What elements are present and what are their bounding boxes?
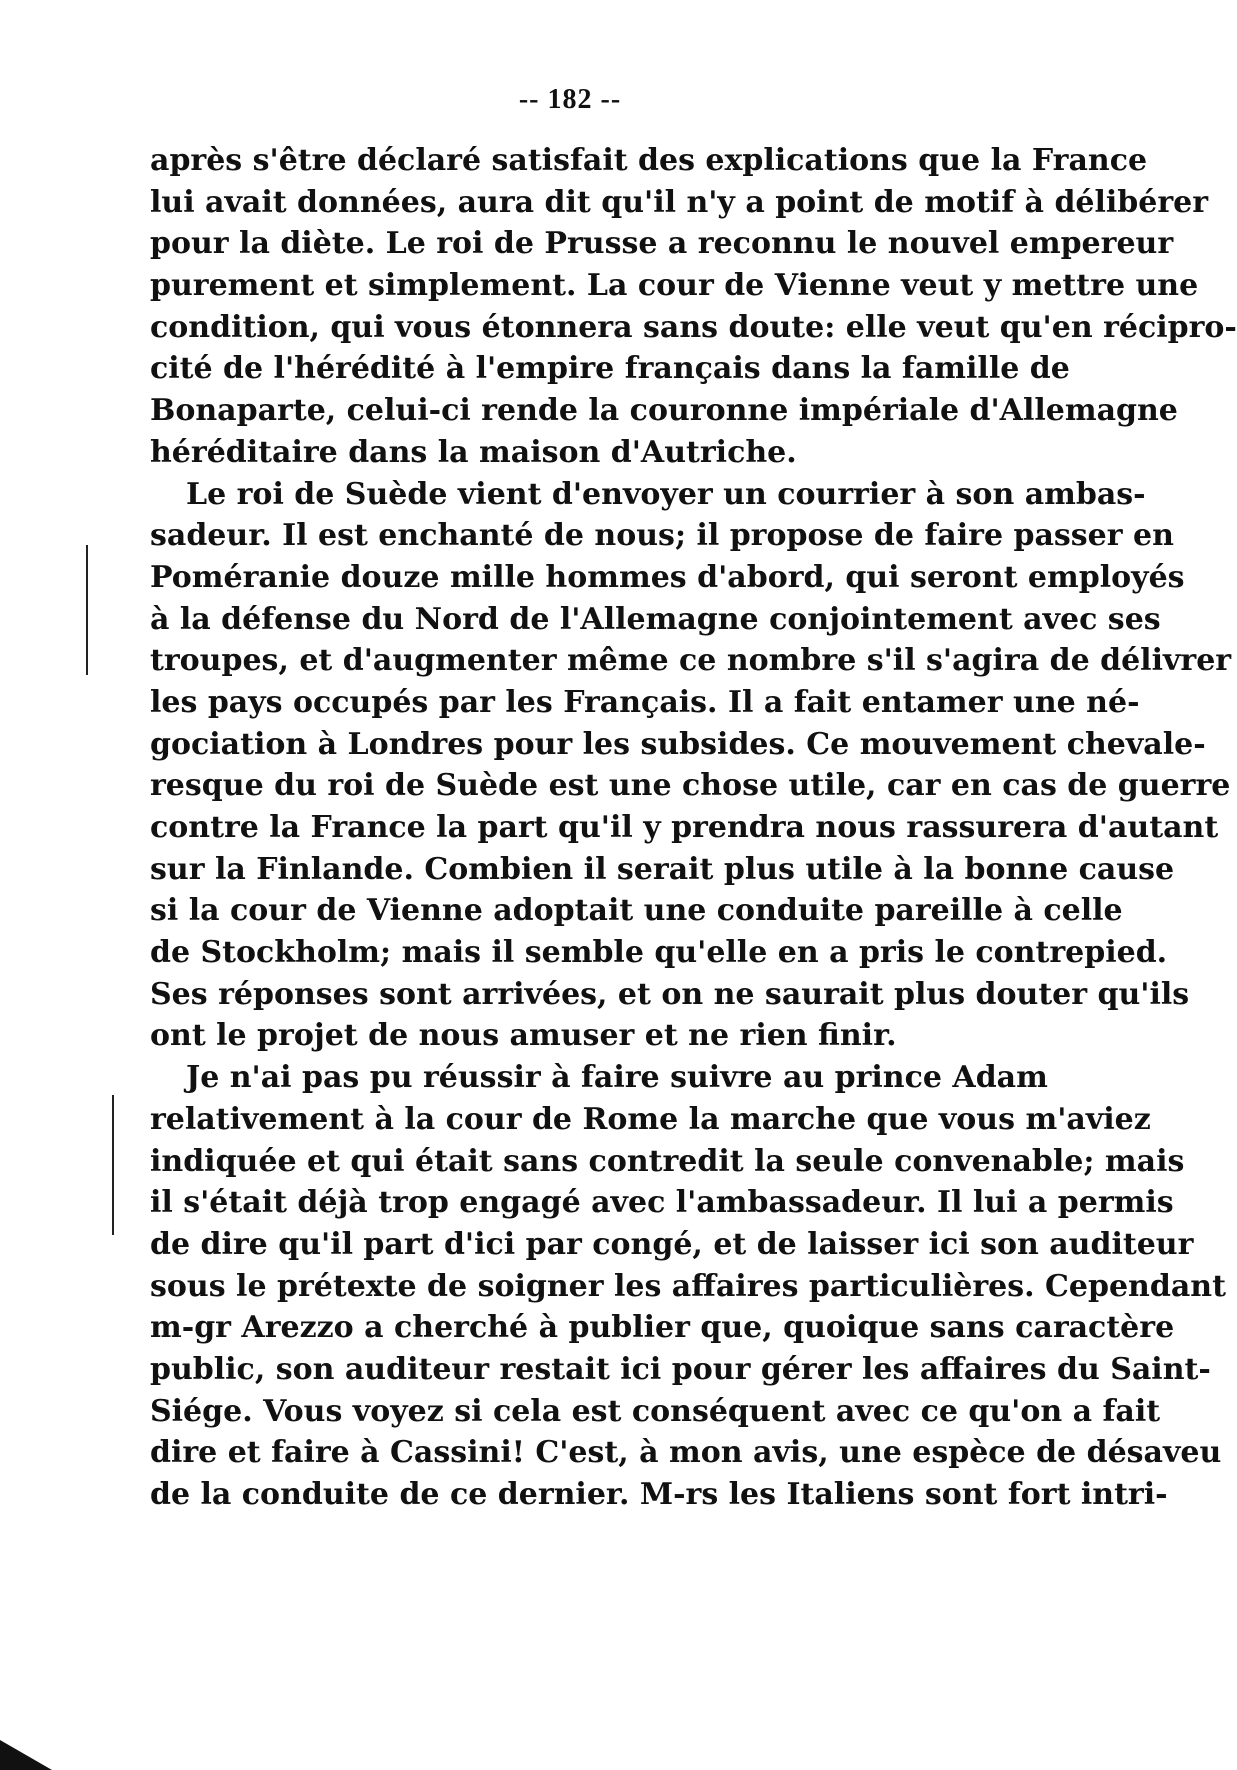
text-line: après s'être déclaré satisfait des explications que la France — [150, 143, 1148, 178]
text-line: il s'était déjà trop engagé avec l'ambassadeur. Il lui a permis — [150, 1185, 1174, 1221]
text-line: sadeur. Il est enchanté de nous; il propose de faire passer en — [150, 518, 1174, 554]
text-line: dire et faire à Cassini! C'est, à mon avis, une espèce de désaveu — [150, 1435, 1222, 1471]
text-line: contre la France la part qu'il y prendra nous rassurera d'autant — [150, 810, 1219, 845]
text-line: public, son auditeur restait ici pour gérer les affaires du Saint- — [150, 1351, 1211, 1387]
text-line: Ses réponses sont arrivées, et on ne saurait plus douter qu'ils — [150, 976, 1190, 1012]
margin-pencil-mark — [112, 1095, 114, 1235]
text-line: ont le projet de nous amuser et ne rien finir. — [150, 1018, 897, 1054]
corner-arrow-mark — [0, 1740, 52, 1770]
paragraph-start-line: Je n'ai pas pu réussir à faire suivre au prince Adam — [186, 1060, 1048, 1096]
text-line: de dire qu'il part d'ici par congé, et de laisser ici son auditeur — [150, 1226, 1194, 1262]
paragraph-start-line: Le roi de Suède vient d'envoyer un courrier à son ambas- — [186, 476, 1146, 512]
text-line: sous le prétexte de soigner les affaires particulières. Cependant — [150, 1268, 1226, 1304]
body-text — [150, 140, 1237, 1516]
text-line: lui avait données, aura dit qu'il n'y a point de motif à délibérer — [150, 184, 1209, 220]
margin-pencil-mark — [86, 545, 88, 675]
text-line: de la conduite de ce dernier. M-rs les Italiens sont fort intri- — [150, 1477, 1168, 1512]
text-line: condition, qui vous étonnera sans doute: elle veut qu'en récipro- — [150, 309, 1237, 345]
page-number: -- 182 -- — [518, 84, 622, 115]
text-line: Bonaparte, celui-ci rende la couronne impériale d'Allemagne — [150, 393, 1178, 429]
text-line: héréditaire dans la maison d'Autriche. — [150, 434, 797, 470]
text-line: relativement à la cour de Rome la marche que vous m'aviez — [150, 1101, 1151, 1137]
text-line: m-gr Arezzo a cherché à publier que, quoique sans caractère — [150, 1310, 1175, 1346]
text-line: Siége. Vous voyez si cela est conséquent avec ce qu'on a fait — [150, 1393, 1161, 1429]
text-line: gociation à Londres pour les subsides. Ce mouvement chevale- — [150, 726, 1206, 762]
text-line: Poméranie douze mille hommes d'abord, qui seront employés — [150, 559, 1185, 595]
text-line: si la cour de Vienne adoptait une conduite pareille à celle — [150, 893, 1123, 929]
text-line: resque du roi de Suède est une chose utile, car en cas de guerre — [150, 768, 1231, 804]
text-line: sur la Finlande. Combien il serait plus utile à la bonne cause — [150, 851, 1175, 887]
text-line: troupes, et d'augmenter même ce nombre s'il s'agira de délivrer — [150, 643, 1232, 679]
text-line: les pays occupés par les Français. Il a fait entamer une né- — [150, 684, 1140, 720]
text-line: indiquée et qui était sans contredit la seule convenable; mais — [150, 1143, 1185, 1179]
text-line: cité de l'hérédité à l'empire français dans la famille de — [150, 351, 1070, 387]
text-line: à la défense du Nord de l'Allemagne conjointement avec ses — [150, 601, 1161, 637]
text-line: pour la diète. Le roi de Prusse a reconnu le nouvel empereur — [150, 226, 1174, 262]
text-line: de Stockholm; mais il semble qu'elle en a pris le contrepied. — [150, 935, 1168, 971]
text-line: purement et simplement. La cour de Vienne veut y mettre une — [150, 268, 1199, 304]
